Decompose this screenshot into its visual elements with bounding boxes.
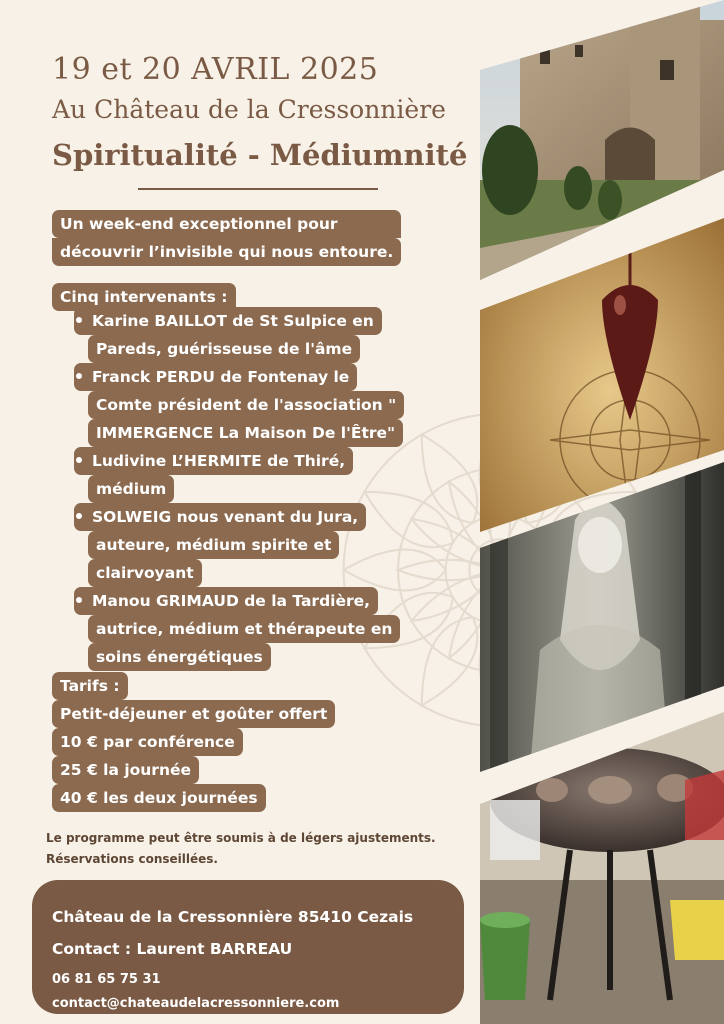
speaker-line: Franck PERDU de Fontenay le [74, 363, 357, 391]
speakers-list [74, 307, 404, 671]
contact-person: Contact : Laurent BARREAU [52, 940, 293, 958]
event-date: 19 et 20 AVRIL 2025 [52, 52, 379, 87]
bullet-icon [76, 597, 82, 603]
speaker-line: autrice, médium et thérapeute en [88, 615, 400, 643]
speaker-line: IMMERGENCE La Maison De l'Être" [88, 419, 403, 447]
bullet-icon [76, 513, 82, 519]
speaker-line: Comte président de l'association " [88, 391, 404, 419]
bullet-icon [76, 373, 82, 379]
speaker-item [74, 447, 404, 503]
tarifs-block [52, 672, 335, 812]
speaker-line: Ludivine L’HERMITE de Thiré, [74, 447, 353, 475]
tarif-line: 10 € par conférence [52, 728, 243, 756]
intro-line: Un week-end exceptionnel pour [52, 210, 401, 238]
speaker-line: clairvoyant [88, 559, 202, 587]
tarifs-heading: Tarifs : [52, 672, 128, 700]
intro-block [52, 210, 401, 266]
speaker-line: soins énergétiques [88, 643, 271, 671]
tarif-line: 25 € la journée [52, 756, 199, 784]
note-line: Le programme peut être soumis à de légers ajustements. [46, 831, 436, 845]
contact-email[interactable]: contact@chateaudelacressonniere.com [52, 996, 340, 1011]
speaker-line: SOLWEIG nous venant du Jura, [74, 503, 366, 531]
tarif-line: 40 € les deux journées [52, 784, 266, 812]
event-venue: Au Château de la Cressonnière [52, 95, 446, 124]
event-theme: Spiritualité - Médiumnité [52, 138, 468, 172]
bullet-icon [76, 317, 82, 323]
bullet-icon [76, 457, 82, 463]
speaker-item [74, 307, 404, 363]
speakers-heading: Cinq intervenants : [52, 283, 236, 311]
speaker-line: auteure, médium spirite et [88, 531, 339, 559]
speaker-item [74, 503, 404, 587]
title-divider [138, 188, 378, 190]
speaker-line: Manou GRIMAUD de la Tardière, [74, 587, 378, 615]
speaker-item [74, 587, 404, 671]
photo-strip [470, 0, 724, 1024]
contact-address: Château de la Cressonnière 85410 Cezais [52, 908, 414, 926]
note-line: Réservations conseillées. [46, 852, 218, 866]
speaker-line: Karine BAILLOT de St Sulpice en [74, 307, 382, 335]
speaker-line: médium [88, 475, 174, 503]
program-note [46, 828, 436, 870]
contact-phone[interactable]: 06 81 65 75 31 [52, 972, 161, 987]
tarif-line: Petit-déjeuner et goûter offert [52, 700, 335, 728]
speaker-item [74, 363, 404, 447]
intro-line: découvrir l’invisible qui nous entoure. [52, 238, 401, 266]
speaker-line: Pareds, guérisseuse de l'âme [88, 335, 360, 363]
contact-box [32, 880, 464, 1014]
